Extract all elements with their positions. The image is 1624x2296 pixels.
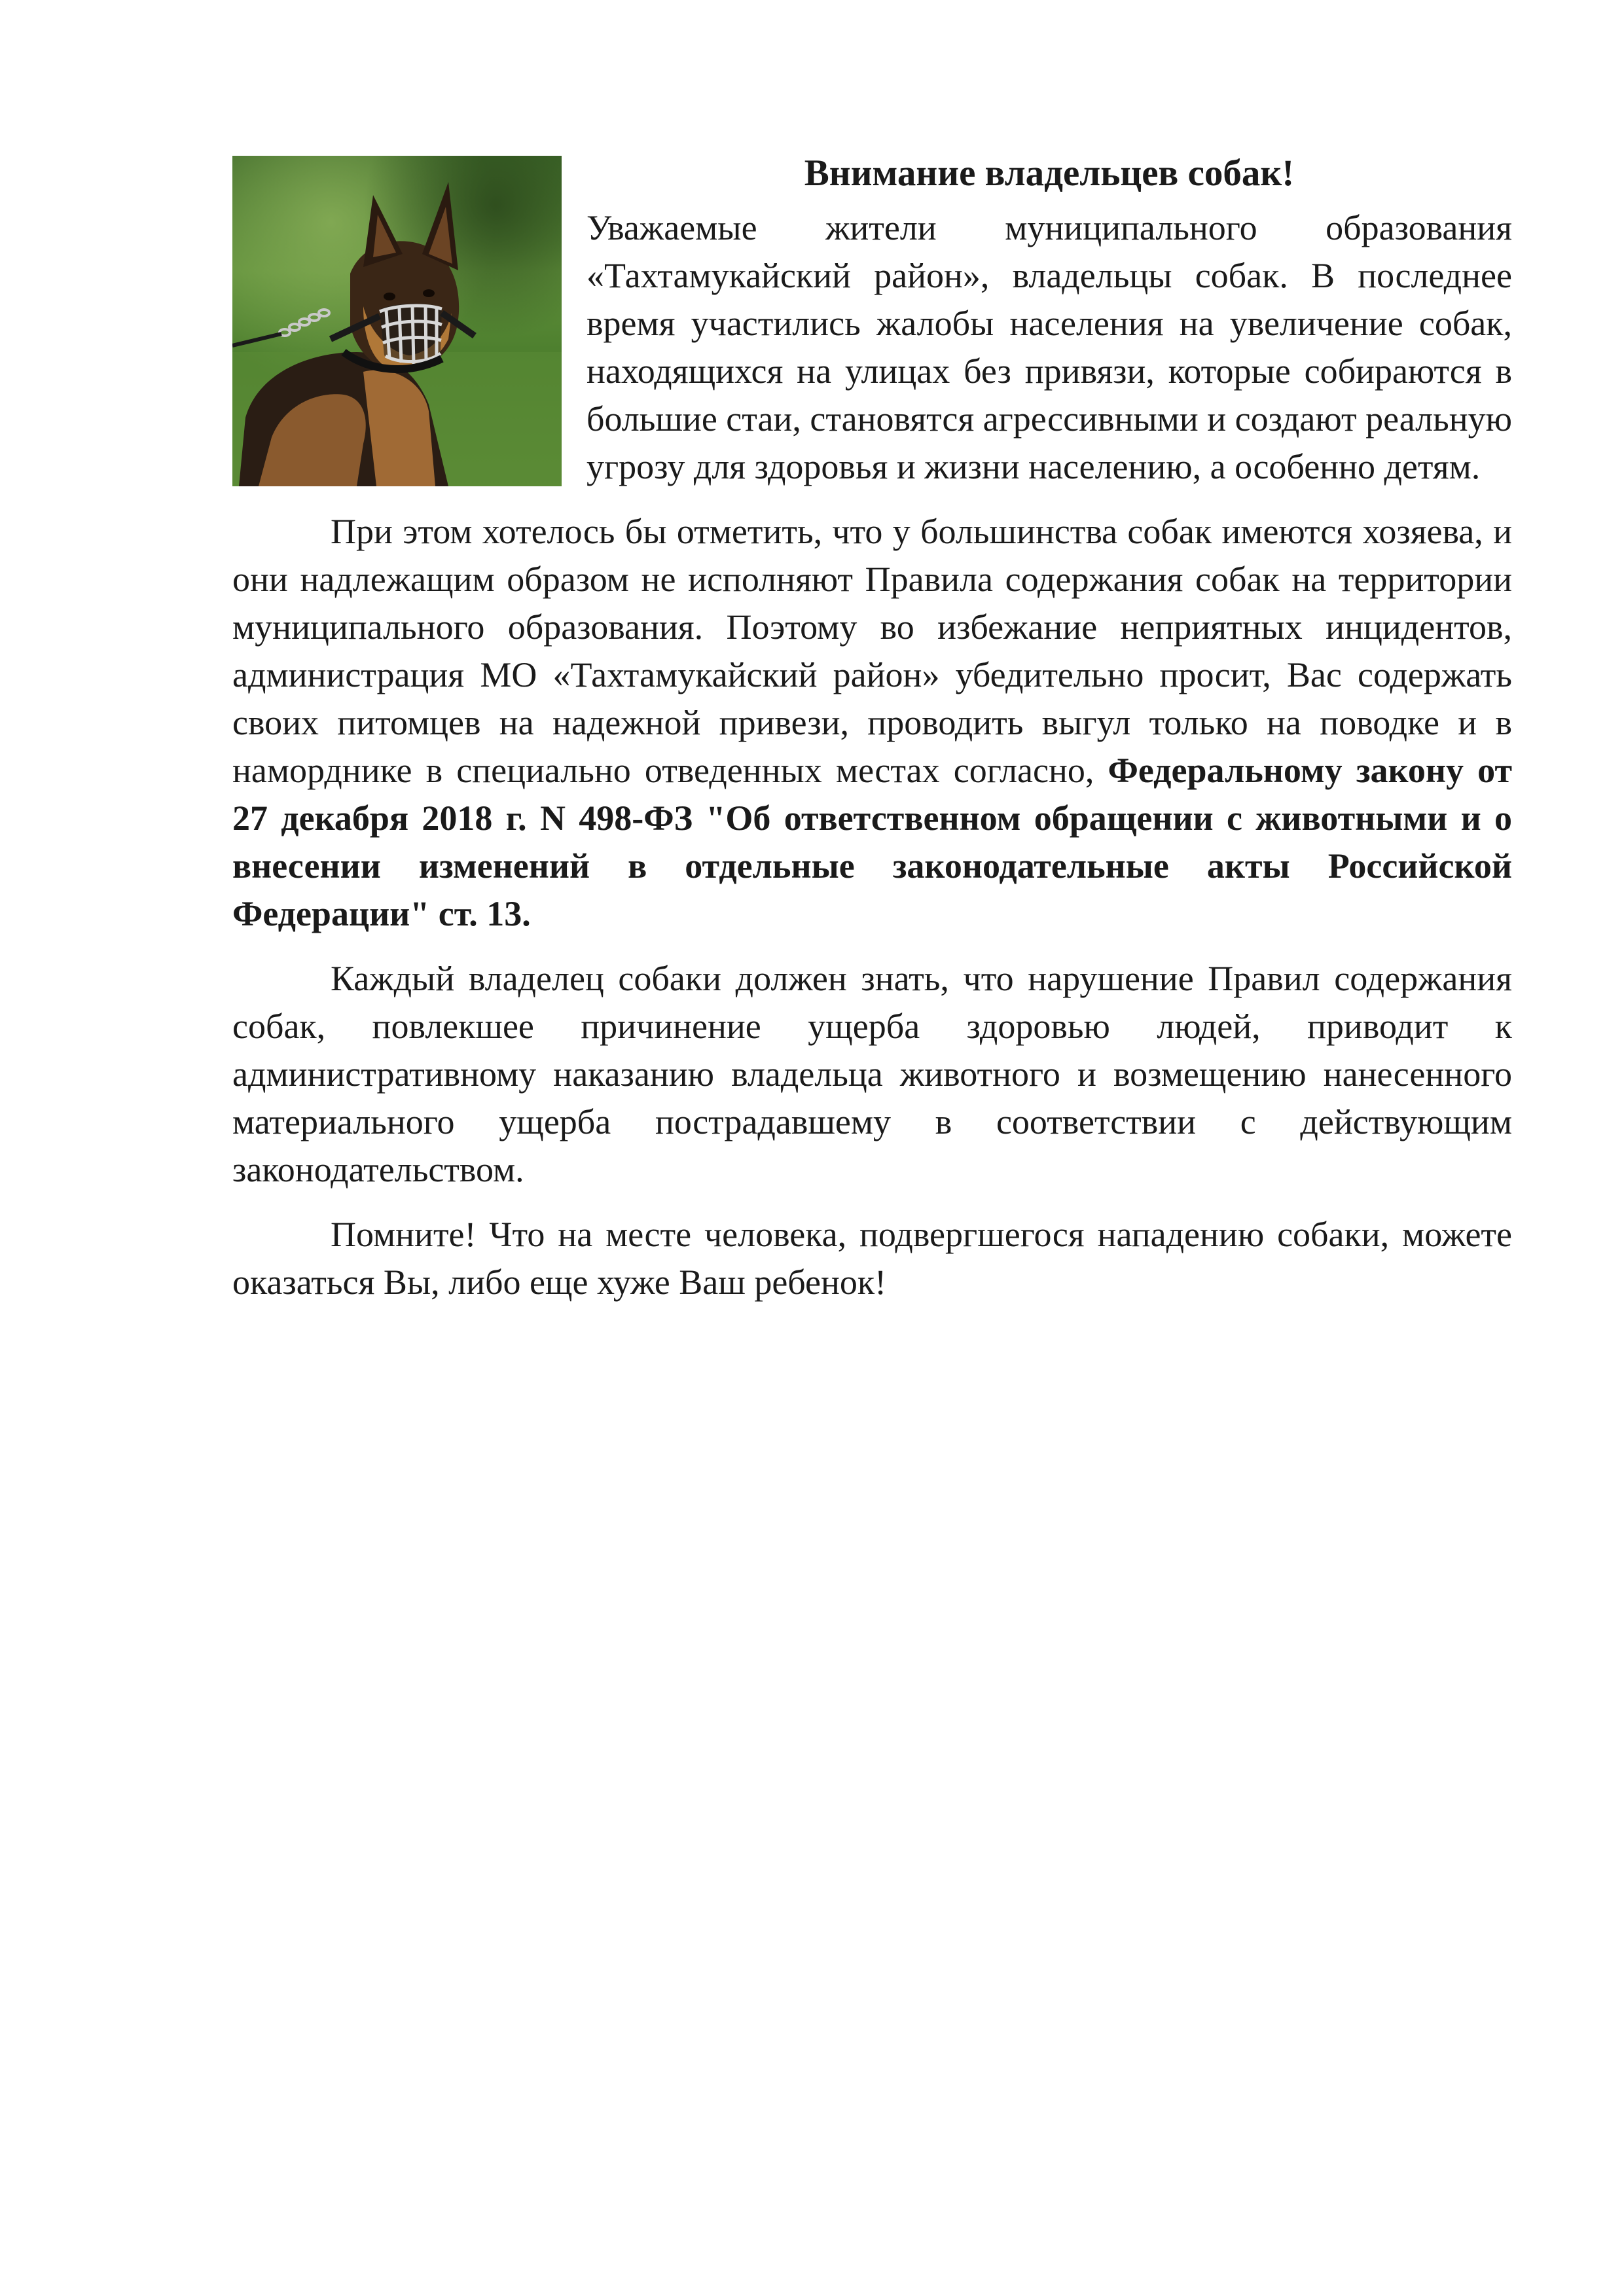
- paragraph-warning: Помните! Что на месте человека, подвергшегося нападению собаки, можете оказаться Вы, либо еще хуже Ваш ребенок!: [232, 1215, 1512, 1302]
- paragraph-liability: Каждый владелец собаки должен знать, что нарушение Правил содержания собак, повлекшее причинение ущерба здоровью людей, приводит к административному наказанию владельца животного и возмещению нанесенного материального ущерба пострадавшему в соответствии с действующим законодательством.: [232, 959, 1512, 1189]
- document-page: [232, 151, 1512, 1323]
- dog-in-muzzle-photo: [232, 156, 562, 486]
- paragraph-rules-text: При этом хотелось бы отметить, что у большинства собак имеются хозяева, и они надлежащим образом не исполняют Правила содержания собак на территории муниципального образования. Поэтому во избежание неприятных инцидентов, администрация МО «Тахтамукайский район» убедительно просит, Вас содержать своих питомцев на надежной привези, проводить выгул только на поводке и в наморднике в специально отведенных местах согласно,: [232, 512, 1512, 790]
- paragraph-intro: Уважаемые жители муниципального образования «Тахтамукайский район», владельцы собак. В последнее время участились жалобы населения на увеличение собак, находящихся на улицах без привязи, которые собираются в большие стаи, становятся агрессивными и создают реальную угрозу для здоровья и жизни населению, а особенно детям.: [586, 208, 1512, 486]
- paragraph-rules: [232, 508, 1512, 938]
- federal-law-reference: Федеральному закону от 27 декабря 2018 г. N 498-ФЗ "Об ответственном обращении с животными и о внесении изменений в отдельные законодательные акты Российской Федерации" ст. 13.: [232, 751, 1512, 933]
- page-title: Внимание владельцев собак!: [804, 152, 1295, 194]
